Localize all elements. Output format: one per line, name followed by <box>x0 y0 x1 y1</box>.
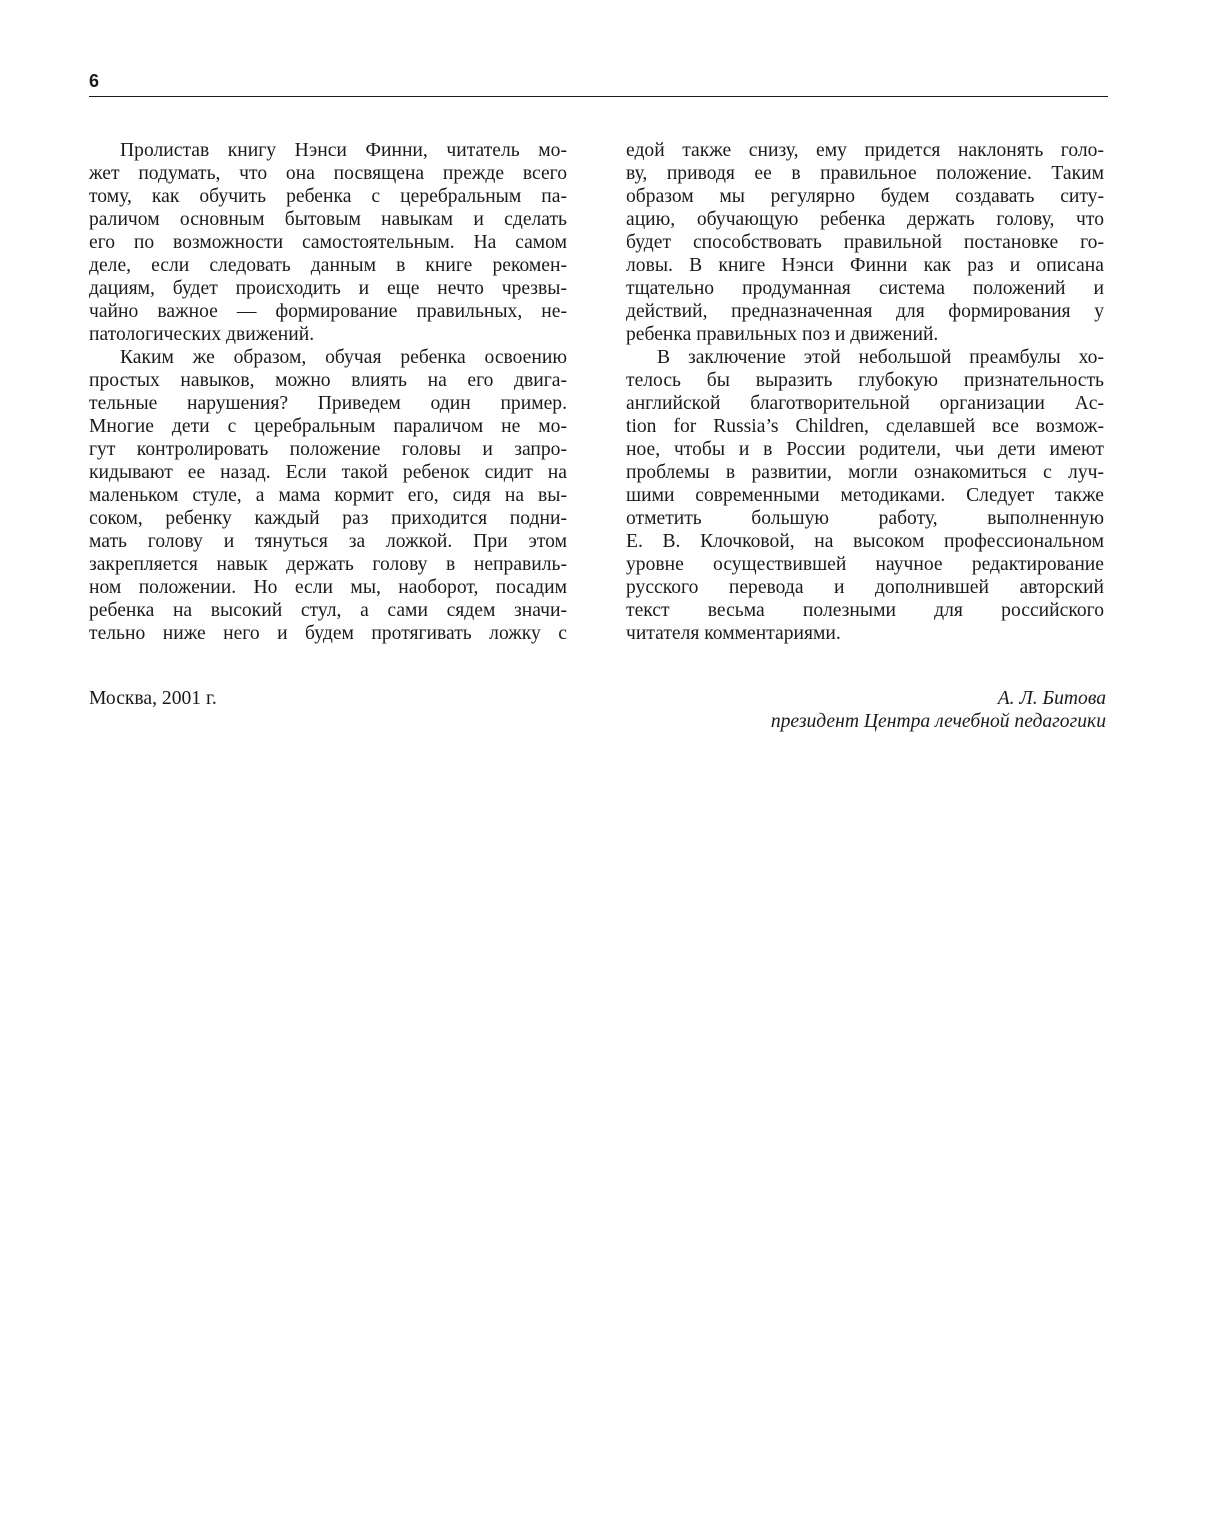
text-line: читателя комментариями. <box>626 623 841 644</box>
text-line: Пролистав книгу Нэнси Финни, читатель мо- <box>120 140 567 161</box>
signature <box>771 687 1106 733</box>
text-line: дациям, будет происходить и еще нечто чрезвы- <box>89 278 567 299</box>
text-line: будет способствовать правильной постановке го- <box>626 232 1104 253</box>
text-line: патологических движений. <box>89 324 315 345</box>
paragraph <box>626 139 1104 346</box>
text-line: едой также снизу, ему придется наклонять голо- <box>626 140 1104 161</box>
text-line: тщательно продуманная система положений и <box>626 278 1104 299</box>
text-line: тельные нарушения? Приведем один пример. <box>89 393 567 414</box>
text-line: простых навыков, можно влиять на его двига- <box>89 370 567 391</box>
text-line: русского перевода и дополнившей авторский <box>626 577 1104 598</box>
text-line: закрепляется навык держать голову в неправиль- <box>89 554 567 575</box>
text-line: Многие дети с церебральным параличом не мо- <box>89 416 567 437</box>
paragraph <box>89 346 567 645</box>
text-line: текст весьма полезными для российского <box>626 600 1104 621</box>
text-line: ацию, обучающую ребенка держать голову, что <box>626 209 1104 230</box>
text-line: ребенка на высокий стул, а сами сядем значи- <box>89 600 567 621</box>
text-column-left <box>89 139 567 645</box>
text-line: ное, чтобы и в России родители, чьи дети имеют <box>626 439 1104 460</box>
text-line: ву, приводя ее в правильное положение. Таким <box>626 163 1104 184</box>
text-line: шими современными методиками. Следует также <box>626 485 1104 506</box>
text-line: маленьком стуле, а мама кормит его, сидя на вы- <box>89 485 567 506</box>
text-column-right <box>626 139 1104 645</box>
text-line: tion for Russia’s Children, сделавшей все возмож- <box>626 416 1104 437</box>
text-line: отметить большую работу, выполненную <box>626 508 1104 529</box>
text-line: гут контролировать положение головы и запро- <box>89 439 567 460</box>
page-number: 6 <box>89 71 100 91</box>
text-line: деле, если следовать данным в книге рекомен- <box>89 255 567 276</box>
text-line: его по возможности самостоятельным. На самом <box>89 232 567 253</box>
paragraph <box>626 346 1104 645</box>
text-line: телось бы выразить глубокую признательность <box>626 370 1104 391</box>
text-line: ловы. В книге Нэнси Финни как раз и описана <box>626 255 1104 276</box>
text-line: ном положении. Но если мы, наоборот, посадим <box>89 577 567 598</box>
text-line: Е. В. Клочковой, на высоком профессиональном <box>626 531 1104 552</box>
text-line: В заключение этой небольшой преамбулы хо- <box>657 347 1104 368</box>
text-line: тому, как обучить ребенка с церебральным па- <box>89 186 567 207</box>
place-date: Москва, 2001 г. <box>89 688 217 709</box>
header-rule <box>89 96 1108 97</box>
text-line: чайно важное — формирование правильных, не- <box>89 301 567 322</box>
signature-name: А. Л. Битова <box>997 688 1106 709</box>
text-line: кидывают ее назад. Если такой ребенок сидит на <box>89 462 567 483</box>
text-line: образом мы регулярно будем создавать ситу- <box>626 186 1104 207</box>
text-line: ребенка правильных поз и движений. <box>626 324 939 345</box>
text-line: действий, предназначенная для формирования у <box>626 301 1104 322</box>
text-line: мать голову и тянуться за ложкой. При этом <box>89 531 567 552</box>
text-line: раличом основным бытовым навыкам и сделать <box>89 209 567 230</box>
text-line: проблемы в развитии, могли ознакомиться с луч- <box>626 462 1104 483</box>
signature-title: президент Центра лечебной педагогики <box>770 711 1106 732</box>
text-line: тельно ниже него и будем протягивать ложку с <box>89 623 567 644</box>
text-line: Каким же образом, обучая ребенка освоению <box>120 347 567 368</box>
text-line: соком, ребенку каждый раз приходится подни- <box>89 508 567 529</box>
text-line: английской благотворительной организации Ac- <box>626 393 1104 414</box>
text-line: жет подумать, что она посвящена прежде всего <box>89 163 567 184</box>
text-line: уровне осуществившей научное редактирование <box>626 554 1104 575</box>
paragraph <box>89 139 567 346</box>
